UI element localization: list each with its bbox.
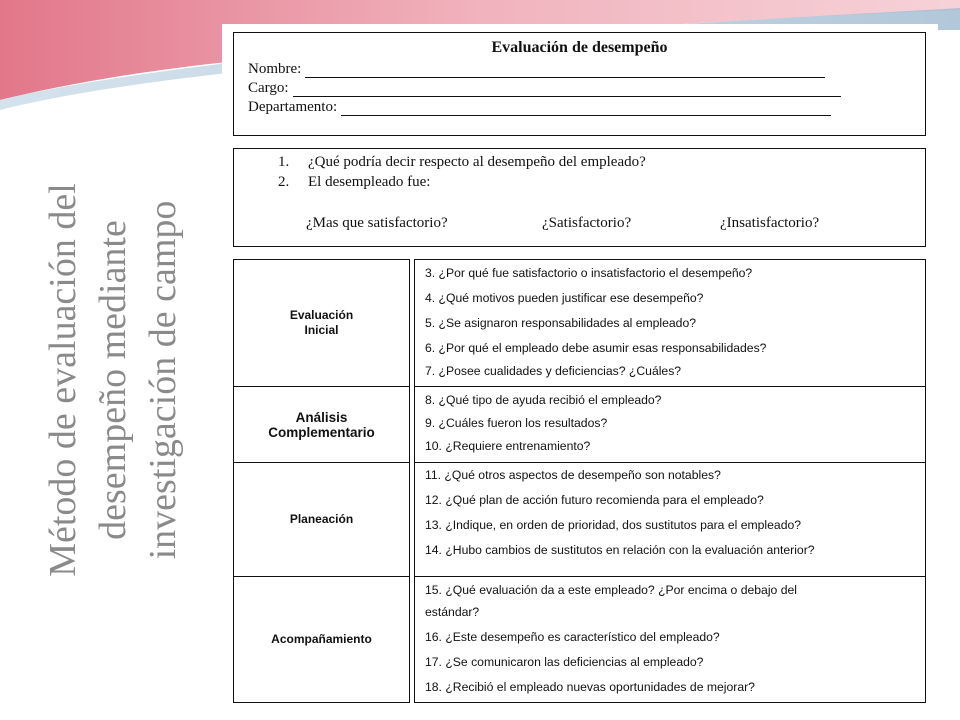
evaluation-form xyxy=(222,24,938,714)
section-acompanamiento xyxy=(234,577,409,701)
option-mas-que-satisfactorio: ¿Mas que satisfactorio? xyxy=(306,215,448,231)
section-analisis-complementario xyxy=(234,387,409,462)
form-title: Evaluación de desempeño xyxy=(491,39,668,56)
question-item: 16. ¿Este desempeño es característico del empleado? xyxy=(425,630,720,644)
question-2 xyxy=(278,174,430,191)
question-item: 3. ¿Por qué fue satisfactorio o insatisfactorio el desempeño? xyxy=(425,266,753,280)
question-item: 18. ¿Recibió el empleado nuevas oportunidades de mejorar? xyxy=(425,680,755,694)
option-satisfactorio: ¿Satisfactorio? xyxy=(542,215,632,231)
question-number: 2. xyxy=(278,174,290,190)
question-number: 1. xyxy=(278,154,290,170)
section-title-line: Planeación xyxy=(289,512,354,526)
section-planeacion xyxy=(234,463,409,576)
question-item: 4. ¿Qué motivos pueden justificar ese desempeño? xyxy=(425,291,704,305)
slide-title-line-1: Método de evaluación del xyxy=(42,183,84,577)
field-label: Cargo: xyxy=(248,80,289,96)
question-item: 7. ¿Posee cualidades y deficiencias? ¿Cuáles? xyxy=(425,364,682,378)
slide-title-line-2: desempeño mediante xyxy=(92,220,134,540)
section-title-line: Evaluación xyxy=(289,308,354,322)
section-evaluacion-inicial xyxy=(234,260,409,386)
question-item: 8. ¿Qué tipo de ayuda recibió el empleado? xyxy=(425,393,662,407)
section-divider xyxy=(415,386,925,387)
section-title-line: Inicial xyxy=(304,323,339,337)
section-labels-column xyxy=(233,259,410,703)
question-item: 17. ¿Se comunicaron las deficiencias al empleado? xyxy=(425,655,704,669)
section-title-line: Complementario xyxy=(268,424,375,440)
question-item: 6. ¿Por qué el empleado debe asumir esas responsabilidades? xyxy=(425,341,767,355)
general-questions-box xyxy=(233,148,926,247)
question-item: 13. ¿Indique, en orden de prioridad, dos sustitutos para el empleado? xyxy=(425,518,802,532)
field-departamento xyxy=(248,99,831,116)
question-item: 14. ¿Hubo cambios de sustitutos en relación con la evaluación anterior? xyxy=(425,543,815,557)
question-item: 11. ¿Qué otros aspectos de desempeño son notables? xyxy=(425,468,721,482)
field-label: Departamento: xyxy=(248,99,338,115)
question-text: ¿Qué podría decir respecto al desempeño del empleado? xyxy=(308,154,646,170)
section-title-line: Acompañamiento xyxy=(271,631,372,646)
question-item: 12. ¿Qué plan de acción futuro recomienda para el empleado? xyxy=(425,493,764,507)
cargo-line[interactable] xyxy=(293,83,841,97)
question-1 xyxy=(278,154,646,171)
option-insatisfactorio: ¿Insatisfactorio? xyxy=(720,215,820,231)
nombre-line[interactable] xyxy=(305,64,825,78)
field-label: Nombre: xyxy=(248,61,302,77)
question-item: 15. ¿Qué evaluación da a este empleado? ¿Por encima o debajo del xyxy=(425,583,797,597)
question-item: 10. ¿Requiere entrenamiento? xyxy=(425,439,591,453)
section-title-line: Análisis xyxy=(295,409,348,425)
departamento-line[interactable] xyxy=(341,102,831,116)
questions-column xyxy=(414,259,926,703)
section-divider xyxy=(415,462,925,463)
question-item: 9. ¿Cuáles fueron los resultados? xyxy=(425,416,608,430)
question-text: El desempleado fue: xyxy=(308,174,431,190)
slide-title-line-3: investigación de campo xyxy=(142,200,184,560)
question-item: 5. ¿Se asignaron responsabilidades al empleado? xyxy=(425,316,697,330)
section-divider xyxy=(415,576,925,577)
field-nombre xyxy=(248,61,825,78)
field-cargo xyxy=(248,80,841,97)
employee-info-box xyxy=(233,32,926,136)
question-item-continuation: estándar? xyxy=(425,605,480,619)
